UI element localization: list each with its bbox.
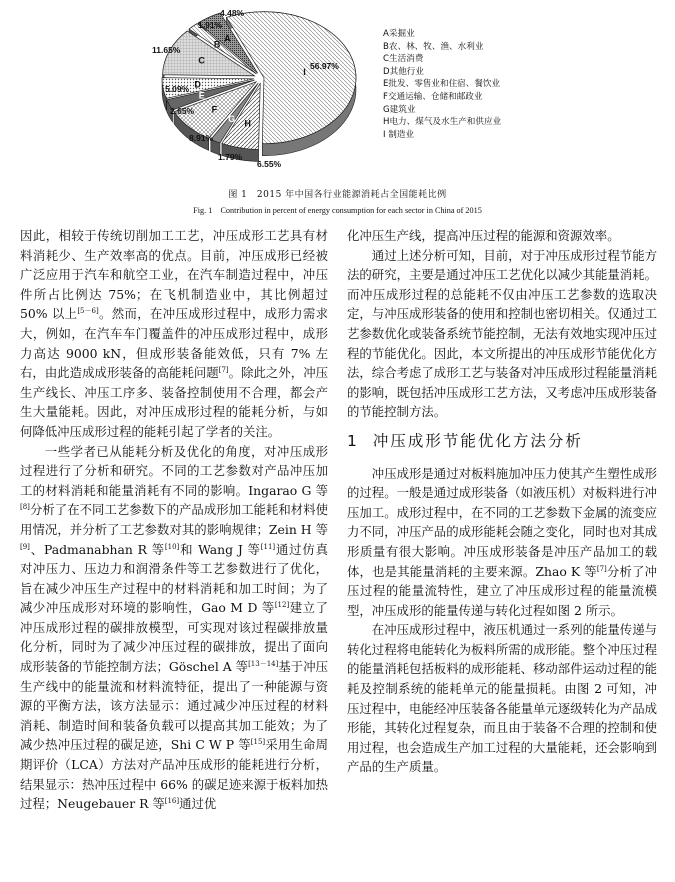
citation: [11] [260,542,276,551]
legend-item-d: D其他行业 [383,66,424,77]
paragraph: 在冲压成形过程中，液压机通过一系列的能量传递与转化过程将电能转化为板料所需的成形能。整个冲压过程的能量消耗包括板料的成形能耗、移动部件运动过程的能耗及控制系统的能耗单元的能量损耗。由图 2 可知，冲压过程中，电能经冲压装备各能量单元逐级转化为产品成形能，其转化过程复杂，而且由于装备不合理的控制和使用过程，也会造成生产加工过程的大量能耗，还会影响到产品的生产质量。 [347,622,657,775]
figure-1 [0,0,675,225]
pie-value-label-f: 8.91% [189,133,214,143]
pie-value-label-c: 11.65% [152,45,181,55]
pie-slice-letter-i: I [303,66,306,77]
legend-item-e: E批发、零售业和住宿、餐饮业 [383,79,501,90]
legend-item-i: I 制造业 [383,129,415,140]
citation: [7] [218,366,229,375]
pie-slice-letter-c: C [198,55,205,66]
citation: [7] [596,564,607,573]
legend-item-g: G建筑业 [383,104,416,115]
citation: [12] [274,601,290,610]
citation: [5－6] [77,307,99,316]
section-title: 冲压成形节能优化方法分析 [372,431,583,450]
legend-item-a: A采掘业 [383,29,415,39]
pie-value-label-g: 1.79% [218,152,243,162]
pie-slice-letter-d: D [194,79,201,90]
pie-slice-letter-g: G [228,114,236,125]
pie-slice-letter-e: E [198,90,205,101]
citation: [15] [250,738,266,747]
legend-item-b: B农、林、牧、渔、水利业 [383,41,484,52]
pie-slice-letter-a: A [224,33,231,44]
figure-caption-en: Fig. 1 Contribution in percent of energy consumption for each sector in China of 2015 [193,206,482,215]
paragraph: 因此，相较于传统切削加工工艺，冲压成形工艺具有材料消耗少、生产效率高的优点。目前，冲压成形已经被广泛应用于汽车和航空工业，在汽车制造过程中，冲压件所占比例达 75%；在飞机制造业中，其比例超过 50% 以上[5－6]。然而，在冲压成形过程中，成形力需求大，例如，在汽车车门覆盖件的冲压成形过程中，成形力高达 9000 kN，但成形装备能效低，只有 7% 左右，由此造成成形装备的高能耗问题[7]。除此之外，冲压生产线长、冲压工序多、装备控制使用不合理，都会产生大量能耗。因此，对冲压成形过程的能耗分析，与如何降低冲压成形过程的能耗引起了学者的关注。 [20,228,328,439]
citation: [8] [20,503,30,512]
legend-item-h: H电力、煤气及水生产和供应业 [383,117,502,128]
pie-value-label-h: 6.55% [257,159,282,169]
paragraph: 通过上述分析可知，目前，对于冲压成形过程节能方法的研究，主要是通过冲压工艺优化以减少其能量消耗。而冲压成形过程的总能耗不仅由冲压工艺参数的选取决定，与冲压成形装备的使用和控制也密切相关。仅通过工艺参数优化或装备系统节能控制，无法有效地实现冲压过程的节能优化。因此，本文所提出的冲压成形节能优化方法，综合考虑了成形工艺与装备对冲压成形过程能量消耗的影响，既包括冲压成形工艺方法，又考虑冲压成形装备的节能控制方法。 [347,247,657,420]
citation: [9] [20,542,30,551]
legend-item-c: C生活消费 [383,54,424,65]
legend-item-f: F交通运输、仓储和邮政业 [383,91,483,102]
pie-value-label-b: 1.91% [198,20,223,30]
left-column [20,226,328,814]
section-number: 1 [347,431,359,450]
pie-value-label-i: 56.97% [310,61,339,71]
pie-value-label-e: 2.65% [170,106,195,116]
citation: [10] [164,542,180,551]
pie-value-label-d: 5.09% [165,84,190,94]
section-heading [347,432,657,452]
paragraph: 化冲压生产线，提高冲压过程的能源和资源效率。 [347,228,620,243]
pie-slice-letter-f: F [211,104,218,115]
chart-legend [383,28,501,141]
citation: [13－14] [248,659,279,668]
paragraph: 一些学者已从能耗分析及优化的角度，对冲压成形过程进行了分析和研究。不同的工艺参数对产品冲压加工的材料消耗和能量消耗有不同的影响。Ingarao G 等[8]分析了在不同工艺参数下的产品成形加工能耗和材料使用情况，并分析了工艺参数对其的影响规律；Zein H 等[9]、Padmanabhan R 等[10]和 Wang J 等[11]通过仿真对冲压力、压边力和润滑条件等工艺参数进行了优化，旨在减少冲压生产过程中的材料消耗和加工时间；为了减少冲压成形对环境的影响性，Gao M D 等[12]建立了冲压成形过程的碳排放模型，可实现对该过程碳排放量化分析，同时为了减少冲压过程的碳排放，提出了面向成形装备的节能控制方法；Göschel A 等[13－14]基于冲压生产线中的能量流和材料流特征，提出了一种能源与资源的平衡方法，该方法显示：通过减少冲压过程的材料消耗、制造时间和装备负载可以提高其加工能效；为了减少热冲压过程的碳足迹，Shi C W P 等[15]采用生命周期评价（LCA）方法对产品冲压成形的能耗进行分析，结果显示：热冲压过程中 66% 的碳足迹来源于板料加热过程；Neugebauer R 等[16]通过优 [20,443,329,812]
pie-value-label-a: 4.48% [220,8,245,18]
pie-slice-letter-b: B [213,39,221,50]
pie-slice-letter-h: H [244,118,251,129]
paragraph: 冲压成形是通过对板料施加冲压力使其产生塑性成形的过程。一般是通过成形装备（如液压机）对板料进行冲压加工。成形过程中，在不同的工艺参数下金属的流变应力不同，冲压产品的成形能耗会随之变化，同时也对其成形质量有很大影响。冲压成形装备是冲压产品加工的载体，也是其能量消耗的主要来源。Zhao K 等[7]分析了冲压过程的能量流特性，建立了冲压成形过程的能量流模型，冲压成形的能量传递与转化过程如图 2 所示。 [347,465,657,618]
right-column [347,226,657,777]
citation: [16] [164,797,180,806]
figure-caption-zh: 图 1 2015 年中国各行业能源消耗占全国能耗比例 [228,190,447,200]
